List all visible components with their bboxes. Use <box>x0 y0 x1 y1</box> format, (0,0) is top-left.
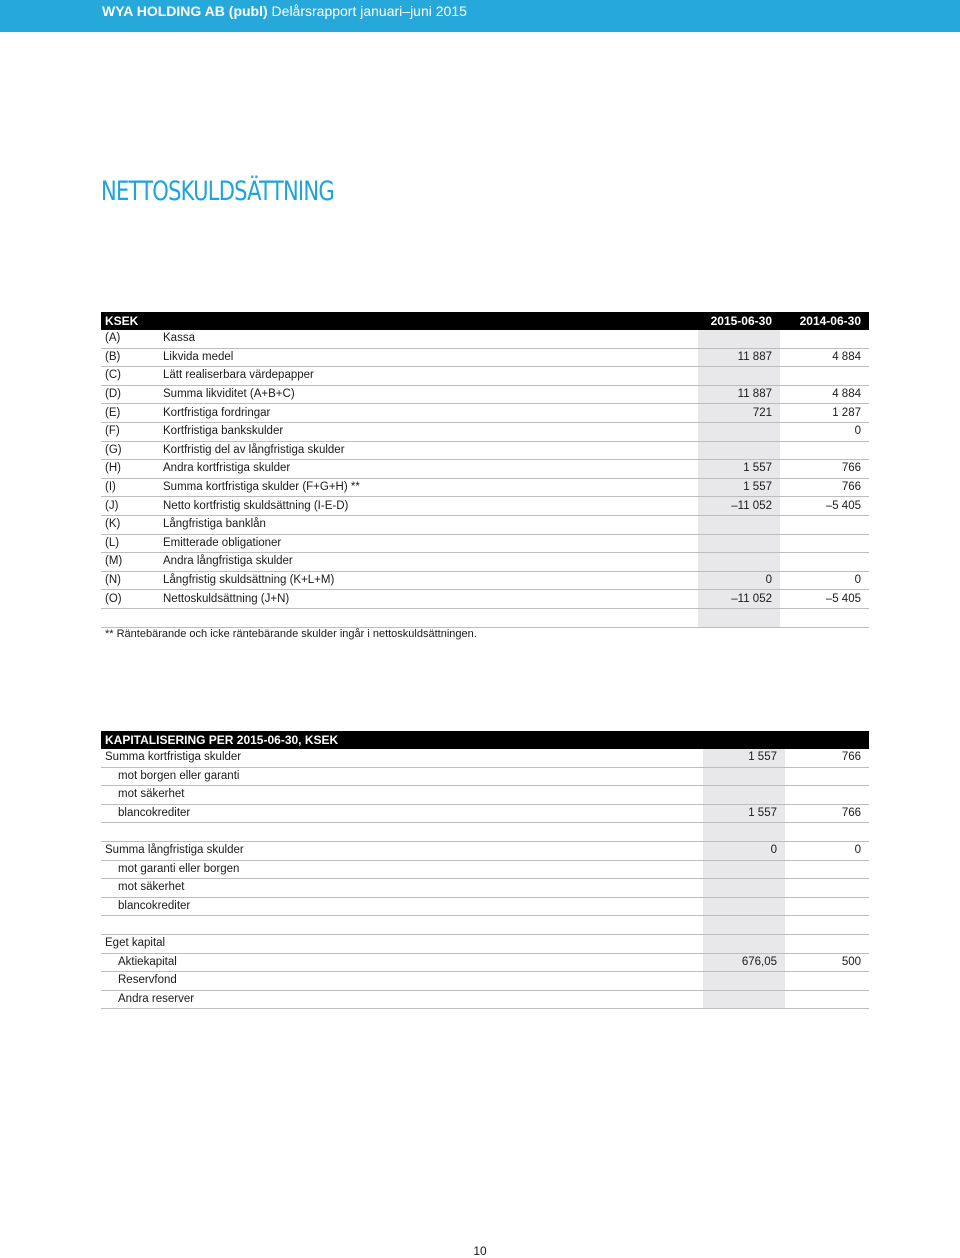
value-2 <box>785 934 869 953</box>
row-code: (D) <box>101 385 163 404</box>
value-2014 <box>780 441 869 460</box>
net-debt-header-row <box>101 312 869 330</box>
row-label: blancokrediter <box>101 897 703 916</box>
row-code: (B) <box>101 348 163 367</box>
value-2 <box>785 972 869 991</box>
table-row <box>101 367 869 386</box>
column-header-ksek: KSEK <box>101 312 698 330</box>
value-1 <box>703 990 785 1009</box>
value-2 <box>785 990 869 1009</box>
row-label: Netto kortfristig skuldsättning (I-E-D) <box>163 497 698 516</box>
table-row <box>101 515 869 534</box>
value-2015 <box>698 422 780 441</box>
row-label: Summa likviditet (A+B+C) <box>163 385 698 404</box>
row-label: blancokrediter <box>101 804 703 823</box>
row-label: Långfristiga banklån <box>163 515 698 534</box>
row-code: (F) <box>101 422 163 441</box>
row-label: Lätt realiserbara värdepapper <box>163 367 698 386</box>
value-2 <box>785 823 869 842</box>
spacer-row <box>101 608 869 627</box>
value-2015: 1 557 <box>698 478 780 497</box>
table-row <box>101 460 869 479</box>
value-1 <box>703 860 785 879</box>
capitalization-header-row <box>101 731 869 749</box>
value-2014: 766 <box>780 460 869 479</box>
report-title: Delårsrapport januari–juni 2015 <box>271 3 467 19</box>
value-2: 0 <box>785 841 869 860</box>
value-1: 0 <box>703 841 785 860</box>
value-2015: 11 887 <box>698 385 780 404</box>
table-row <box>101 934 869 953</box>
row-label: Reservfond <box>101 972 703 991</box>
value-2015: –11 052 <box>698 497 780 516</box>
value-2014: 4 884 <box>780 385 869 404</box>
value-2015 <box>698 367 780 386</box>
value-2 <box>785 879 869 898</box>
row-label: Aktiekapital <box>101 953 703 972</box>
value-2015: 721 <box>698 404 780 423</box>
table-row <box>101 823 869 842</box>
row-label: mot säkerhet <box>101 879 703 898</box>
value-2015: 1 557 <box>698 460 780 479</box>
value-1 <box>703 934 785 953</box>
table-row <box>101 497 869 516</box>
row-label: Eget kapital <box>101 934 703 953</box>
value-1 <box>703 972 785 991</box>
value-2 <box>785 897 869 916</box>
row-label: Summa kortfristiga skulder (F+G+H) ** <box>163 478 698 497</box>
row-label: Emitterade obligationer <box>163 534 698 553</box>
row-label <box>101 916 703 935</box>
table-row <box>101 330 869 348</box>
value-2014: –5 405 <box>780 590 869 609</box>
spacer-cell <box>101 608 163 627</box>
value-2014 <box>780 553 869 572</box>
value-2015: 0 <box>698 571 780 590</box>
row-label: mot garanti eller borgen <box>101 860 703 879</box>
table-row <box>101 590 869 609</box>
table-row <box>101 804 869 823</box>
table-row <box>101 385 869 404</box>
column-header-2015: 2015-06-30 <box>698 312 780 330</box>
table-row <box>101 534 869 553</box>
value-2014 <box>780 330 869 348</box>
value-2014: 0 <box>780 571 869 590</box>
spacer-cell <box>698 608 780 627</box>
table-row <box>101 404 869 423</box>
value-2014 <box>780 367 869 386</box>
value-2 <box>785 767 869 786</box>
value-1: 1 557 <box>703 749 785 767</box>
value-2014 <box>780 534 869 553</box>
table-row <box>101 897 869 916</box>
row-label: Långfristig skuldsättning (K+L+M) <box>163 571 698 590</box>
row-label <box>101 823 703 842</box>
row-code: (I) <box>101 478 163 497</box>
row-code: (G) <box>101 441 163 460</box>
value-2 <box>785 860 869 879</box>
table-row <box>101 953 869 972</box>
value-2 <box>785 786 869 805</box>
value-1: 1 557 <box>703 804 785 823</box>
row-label: Likvida medel <box>163 348 698 367</box>
table-row <box>101 478 869 497</box>
table-row <box>101 553 869 572</box>
row-label: Summa långfristiga skulder <box>101 841 703 860</box>
value-1 <box>703 786 785 805</box>
value-2015 <box>698 534 780 553</box>
row-code: (J) <box>101 497 163 516</box>
value-2 <box>785 916 869 935</box>
table-row <box>101 972 869 991</box>
table-row <box>101 348 869 367</box>
row-label: Andra långfristiga skulder <box>163 553 698 572</box>
row-label: mot säkerhet <box>101 786 703 805</box>
table-row <box>101 879 869 898</box>
table-row <box>101 786 869 805</box>
capitalization-title: KAPITALISERING PER 2015-06-30, KSEK <box>101 731 869 749</box>
table-row <box>101 767 869 786</box>
value-2: 500 <box>785 953 869 972</box>
row-code: (C) <box>101 367 163 386</box>
spacer-cell <box>163 608 698 627</box>
company-name: WYA HOLDING AB (publ) <box>102 3 268 19</box>
table-row <box>101 841 869 860</box>
footnote: ** Räntebärande och icke räntebärande skulder ingår i nettoskuldsättningen. <box>105 628 477 640</box>
table-row <box>101 860 869 879</box>
row-label: Andra kortfristiga skulder <box>163 460 698 479</box>
value-2015 <box>698 553 780 572</box>
spacer-cell <box>780 608 869 627</box>
row-label: Nettoskuldsättning (J+N) <box>163 590 698 609</box>
value-1 <box>703 879 785 898</box>
value-2015 <box>698 515 780 534</box>
page-number: 10 <box>473 1244 487 1258</box>
row-label: Kassa <box>163 330 698 348</box>
table-row <box>101 916 869 935</box>
value-2014: 766 <box>780 478 869 497</box>
table-row <box>101 441 869 460</box>
value-2015: –11 052 <box>698 590 780 609</box>
value-2014 <box>780 515 869 534</box>
value-1 <box>703 897 785 916</box>
capitalization-table <box>101 731 869 1009</box>
value-1: 676,05 <box>703 953 785 972</box>
value-2014: 4 884 <box>780 348 869 367</box>
value-2014: –5 405 <box>780 497 869 516</box>
row-code: (K) <box>101 515 163 534</box>
table-row <box>101 422 869 441</box>
value-1 <box>703 916 785 935</box>
column-header-2014: 2014-06-30 <box>780 312 869 330</box>
value-2015: 11 887 <box>698 348 780 367</box>
row-label: Kortfristiga bankskulder <box>163 422 698 441</box>
row-label: mot borgen eller garanti <box>101 767 703 786</box>
row-label: Kortfristiga fordringar <box>163 404 698 423</box>
value-1 <box>703 767 785 786</box>
row-code: (M) <box>101 553 163 572</box>
row-label: Andra reserver <box>101 990 703 1009</box>
net-debt-table <box>101 312 869 628</box>
value-2014: 0 <box>780 422 869 441</box>
table-row <box>101 749 869 767</box>
row-code: (A) <box>101 330 163 348</box>
row-code: (H) <box>101 460 163 479</box>
value-1 <box>703 823 785 842</box>
table-row <box>101 990 869 1009</box>
value-2015 <box>698 330 780 348</box>
row-code: (E) <box>101 404 163 423</box>
report-header <box>102 2 467 20</box>
value-2: 766 <box>785 804 869 823</box>
header-bar <box>0 0 960 32</box>
row-code: (N) <box>101 571 163 590</box>
row-code: (L) <box>101 534 163 553</box>
value-2: 766 <box>785 749 869 767</box>
value-2015 <box>698 441 780 460</box>
table-row <box>101 571 869 590</box>
value-2014: 1 287 <box>780 404 869 423</box>
row-code: (O) <box>101 590 163 609</box>
row-label: Summa kortfristiga skulder <box>101 749 703 767</box>
section-title: NETTOSKULDSÄTTNING <box>101 176 334 207</box>
row-label: Kortfristig del av långfristiga skulder <box>163 441 698 460</box>
